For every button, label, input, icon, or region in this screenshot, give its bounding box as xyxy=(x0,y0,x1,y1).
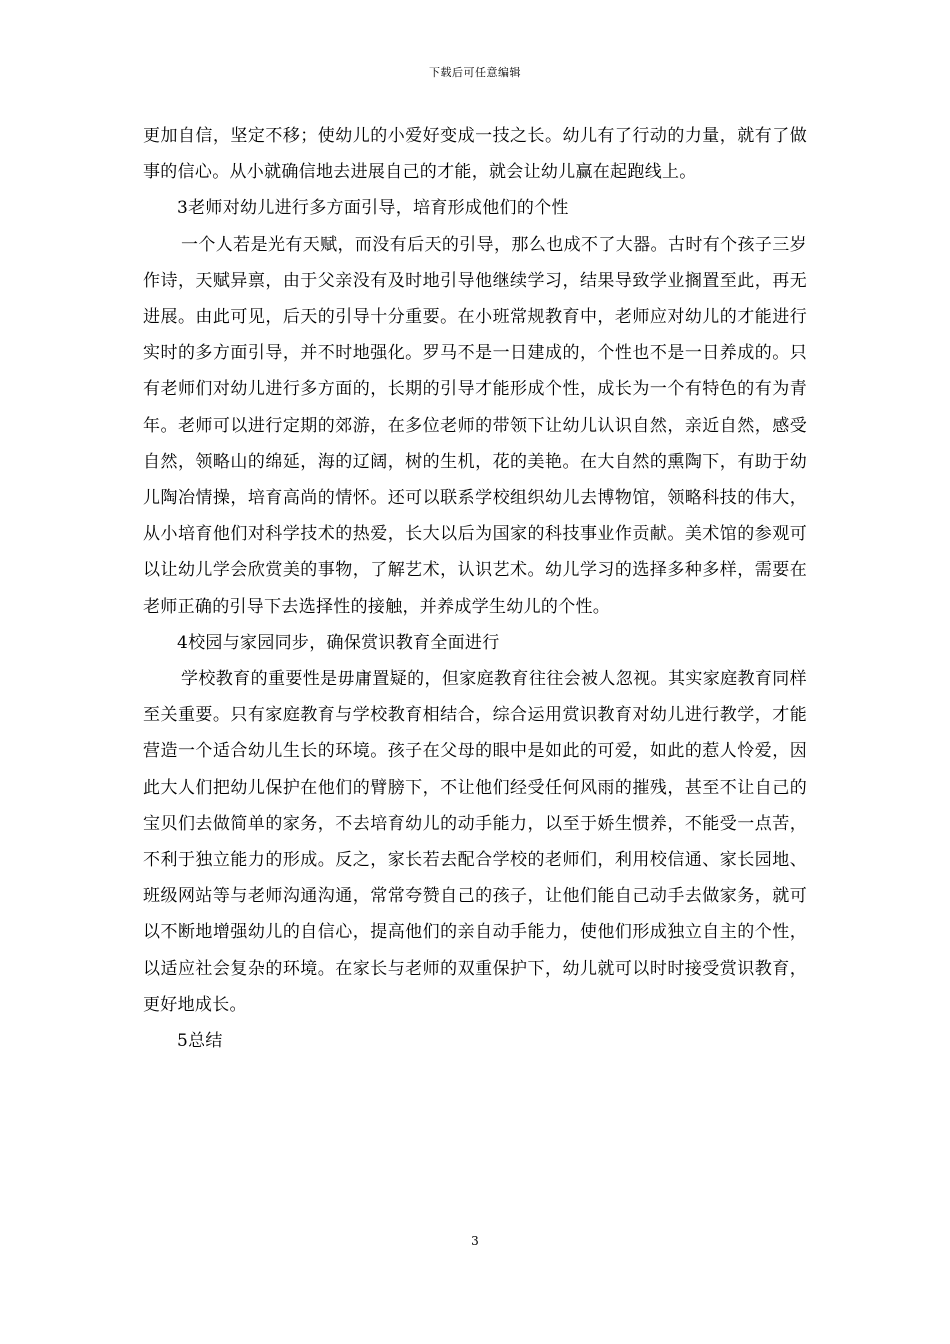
section-heading-3: 3老师对幼儿进行多方面引导，培育形成他们的个性 xyxy=(177,198,569,219)
section-heading-5: 5总结 xyxy=(177,1031,223,1052)
paragraph-guidance: 一个人若是光有天赋，而没有后天的引导，那么也成不了大器。古时有个孩子三岁作诗，天赋异禀，由于父亲没有及时地引导他继续学习，结果导致学业搁置至此，再无进展。由此可见，后天的引导十分重要。在小班常规教育中，老师应对幼儿的才能进行实时的多方面引导，并不时地强化。罗马不是一日建成的，个性也不是一日养成的。只有老师们对幼儿进行多方面的，长期的引导才能形成个性，成长为一个有特色的有为青年。老师可以进行定期的郊游，在多位老师的带领下让幼儿认识自然，亲近自然，感受自然，领略山的绵延，海的辽阔，树的生机，花的美艳。在大自然的熏陶下，有助于幼儿陶冶情操，培育高尚的情怀。还可以联系学校组织幼儿去博物馆，领略科技的伟大，从小培育他们对科学技术的热爱，长大以后为国家的科技事业作贡献。美术馆的参观可以让幼儿学会欣赏美的事物，了解艺术，认识艺术。幼儿学习的选择多种多样，需要在老师正确的引导下去选择性的接触，并养成学生幼儿的个性。 xyxy=(143,234,807,617)
document-body xyxy=(143,118,807,1059)
page-header: 下载后可任意编辑 xyxy=(429,66,521,79)
paragraph-home-school: 学校教育的重要性是毋庸置疑的，但家庭教育往往会被人忽视。其实家庭教育同样至关重要。只有家庭教育与学校教育相结合，综合运用赏识教育对幼儿进行教学，才能营造一个适合幼儿生长的环境。孩子在父母的眼中是如此的可爱，如此的惹人怜爱，因此大人们把幼儿保护在他们的臂膀下，不让他们经受任何风雨的摧残，甚至不让自己的宝贝们去做简单的家务，不去培育幼儿的动手能力，以至于娇生惯养，不能受一点苦，不利于独立能力的形成。反之，家长若去配合学校的老师们，利用校信通、家长园地、班级网站等与老师沟通沟通，常常夸赞自己的孩子，让他们能自己动手去做家务，就可以不断地增强幼儿的自信心，提高他们的亲自动手能力，使他们形成独立自主的个性，以适应社会复杂的环境。在家长与老师的双重保护下，幼儿就可以时时接受赏识教育，更好地成长。 xyxy=(143,669,807,1015)
page-number: 3 xyxy=(471,1234,479,1248)
paragraph-continuation: 更加自信，坚定不移；使幼儿的小爱好变成一技之长。幼儿有了行动的力量，就有了做事的信心。从小就确信地去进展自己的才能，就会让幼儿赢在起跑线上。 xyxy=(143,126,807,183)
section-heading-4: 4校园与家园同步，确保赏识教育全面进行 xyxy=(177,632,500,653)
